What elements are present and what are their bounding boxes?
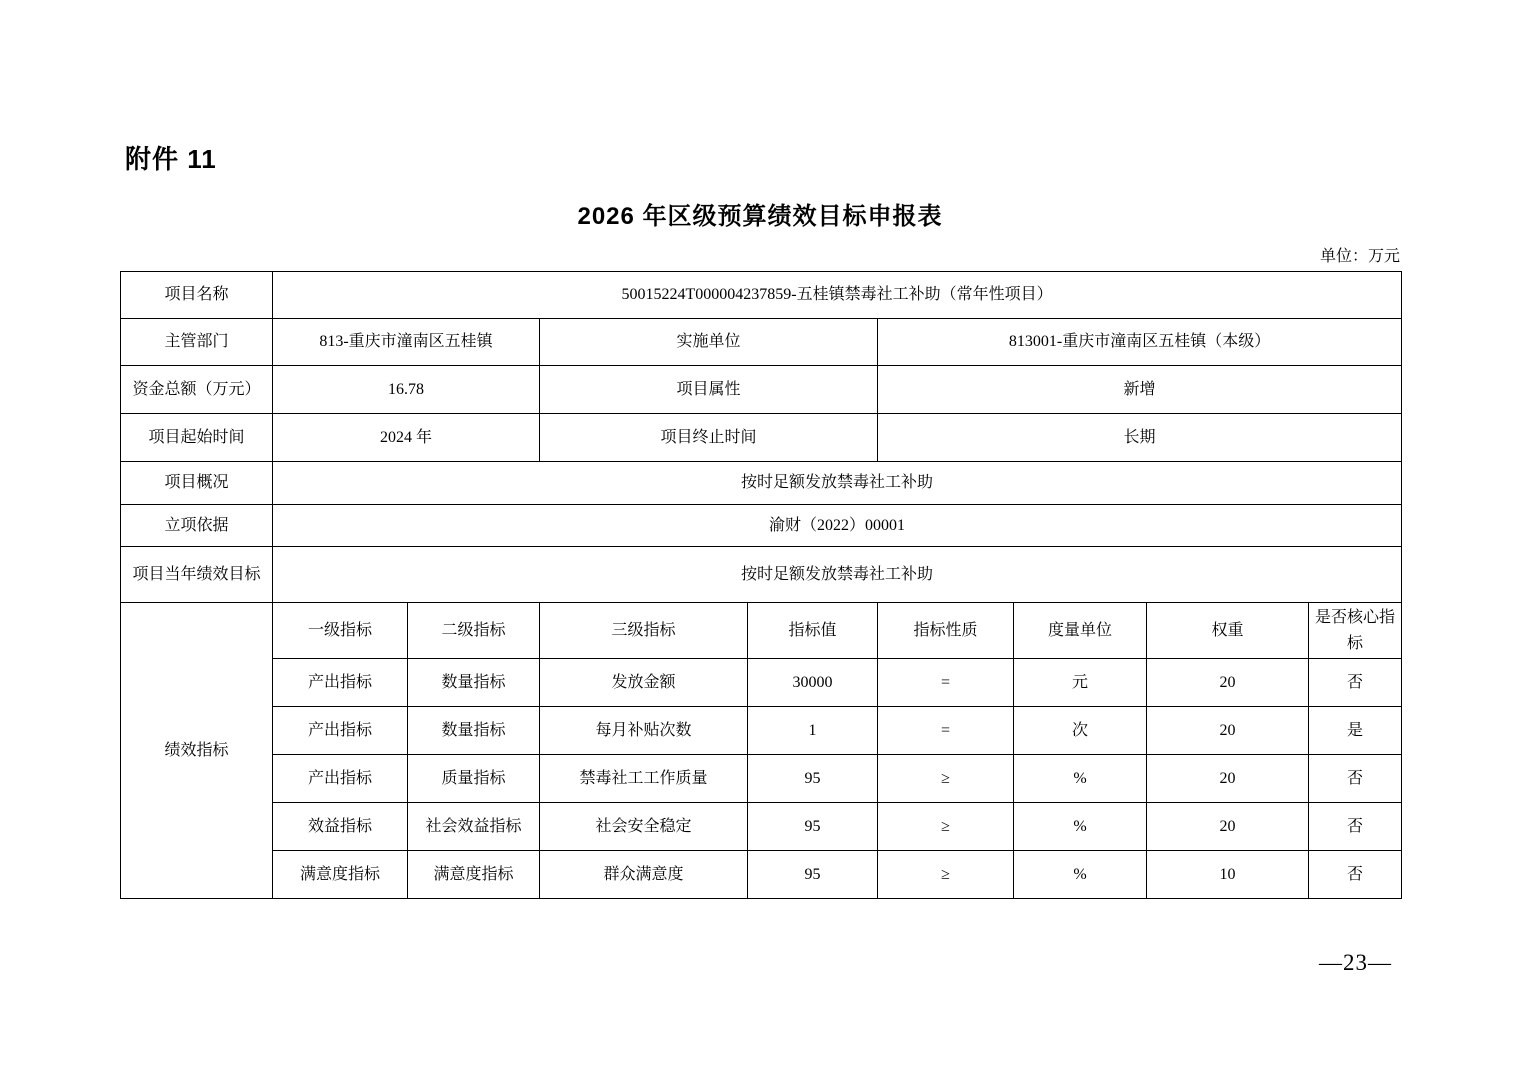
impl-unit-value: 813001-重庆市潼南区五桂镇（本级） — [878, 319, 1402, 366]
indicator-row — [121, 851, 1402, 899]
indicator-row — [121, 707, 1402, 755]
header-value: 指标值 — [748, 603, 878, 659]
project-name-label: 项目名称 — [121, 272, 273, 319]
attribute-value: 新增 — [878, 366, 1402, 414]
indicator-row — [121, 803, 1402, 851]
indicator-nature: ≥ — [878, 755, 1014, 803]
page-title: 2026 年区级预算绩效目标申报表 — [577, 203, 943, 230]
indicator-weight: 20 — [1147, 707, 1309, 755]
indicator-level3: 群众满意度 — [540, 851, 748, 899]
overview-label: 项目概况 — [121, 462, 273, 505]
basis-value: 渝财（2022）00001 — [273, 505, 1402, 547]
indicator-core: 否 — [1309, 755, 1402, 803]
indicator-core: 否 — [1309, 659, 1402, 707]
indicator-core: 否 — [1309, 803, 1402, 851]
row-funding — [121, 366, 1402, 414]
row-overview — [121, 462, 1402, 505]
indicator-row — [121, 659, 1402, 707]
row-departments — [121, 319, 1402, 366]
end-date-value: 长期 — [878, 414, 1402, 462]
start-date-label: 项目起始时间 — [121, 414, 273, 462]
indicator-level2: 质量指标 — [408, 755, 540, 803]
indicator-level2: 数量指标 — [408, 659, 540, 707]
indicator-row — [121, 755, 1402, 803]
indicator-core: 否 — [1309, 851, 1402, 899]
indicator-level1: 产出指标 — [273, 659, 408, 707]
start-date-value: 2024 年 — [273, 414, 540, 462]
indicator-nature: ≥ — [878, 851, 1014, 899]
indicator-level1: 满意度指标 — [273, 851, 408, 899]
indicator-unit: 元 — [1014, 659, 1147, 707]
unit-note: 单位：万元 — [1319, 248, 1400, 265]
attribute-label: 项目属性 — [540, 366, 878, 414]
indicator-unit: % — [1014, 851, 1147, 899]
indicator-level2: 社会效益指标 — [408, 803, 540, 851]
funding-label: 资金总额（万元） — [121, 366, 273, 414]
indicator-value: 95 — [748, 755, 878, 803]
header-unit: 度量单位 — [1014, 603, 1147, 659]
indicator-weight: 20 — [1147, 755, 1309, 803]
indicator-unit: % — [1014, 755, 1147, 803]
impl-unit-label: 实施单位 — [540, 319, 878, 366]
indicator-level3: 发放金额 — [540, 659, 748, 707]
indicator-weight: 10 — [1147, 851, 1309, 899]
indicator-value: 95 — [748, 803, 878, 851]
indicator-level1: 效益指标 — [273, 803, 408, 851]
indicator-weight: 20 — [1147, 803, 1309, 851]
header-nature: 指标性质 — [878, 603, 1014, 659]
row-project-name — [121, 272, 1402, 319]
page-number: —23— — [1319, 950, 1392, 975]
header-level1: 一级指标 — [273, 603, 408, 659]
indicator-nature: = — [878, 707, 1014, 755]
indicator-value: 1 — [748, 707, 878, 755]
overview-value: 按时足额发放禁毒社工补助 — [273, 462, 1402, 505]
row-dates — [121, 414, 1402, 462]
header-core: 是否核心指标 — [1309, 603, 1402, 659]
attachment-label: 附件 11 — [125, 144, 217, 174]
indicator-level2: 数量指标 — [408, 707, 540, 755]
indicator-nature: = — [878, 659, 1014, 707]
indicator-unit: 次 — [1014, 707, 1147, 755]
header-level2: 二级指标 — [408, 603, 540, 659]
dept-label: 主管部门 — [121, 319, 273, 366]
indicator-unit: % — [1014, 803, 1147, 851]
indicator-section-label: 绩效指标 — [121, 603, 273, 899]
indicator-value: 95 — [748, 851, 878, 899]
header-weight: 权重 — [1147, 603, 1309, 659]
indicator-level1: 产出指标 — [273, 707, 408, 755]
dept-value: 813-重庆市潼南区五桂镇 — [273, 319, 540, 366]
indicator-level3: 社会安全稳定 — [540, 803, 748, 851]
annual-target-value: 按时足额发放禁毒社工补助 — [273, 547, 1402, 603]
funding-value: 16.78 — [273, 366, 540, 414]
project-name-value: 50015224T000004237859-五桂镇禁毒社工补助（常年性项目） — [273, 272, 1402, 319]
basis-label: 立项依据 — [121, 505, 273, 547]
annual-target-label: 项目当年绩效目标 — [121, 547, 273, 603]
indicator-level1: 产出指标 — [273, 755, 408, 803]
indicator-level3: 禁毒社工工作质量 — [540, 755, 748, 803]
indicator-value: 30000 — [748, 659, 878, 707]
declaration-table — [120, 271, 1402, 899]
indicator-header-row — [121, 603, 1402, 659]
row-annual-target — [121, 547, 1402, 603]
end-date-label: 项目终止时间 — [540, 414, 878, 462]
indicator-level2: 满意度指标 — [408, 851, 540, 899]
indicator-nature: ≥ — [878, 803, 1014, 851]
header-level3: 三级指标 — [540, 603, 748, 659]
indicator-weight: 20 — [1147, 659, 1309, 707]
row-basis — [121, 505, 1402, 547]
indicator-core: 是 — [1309, 707, 1402, 755]
indicator-level3: 每月补贴次数 — [540, 707, 748, 755]
